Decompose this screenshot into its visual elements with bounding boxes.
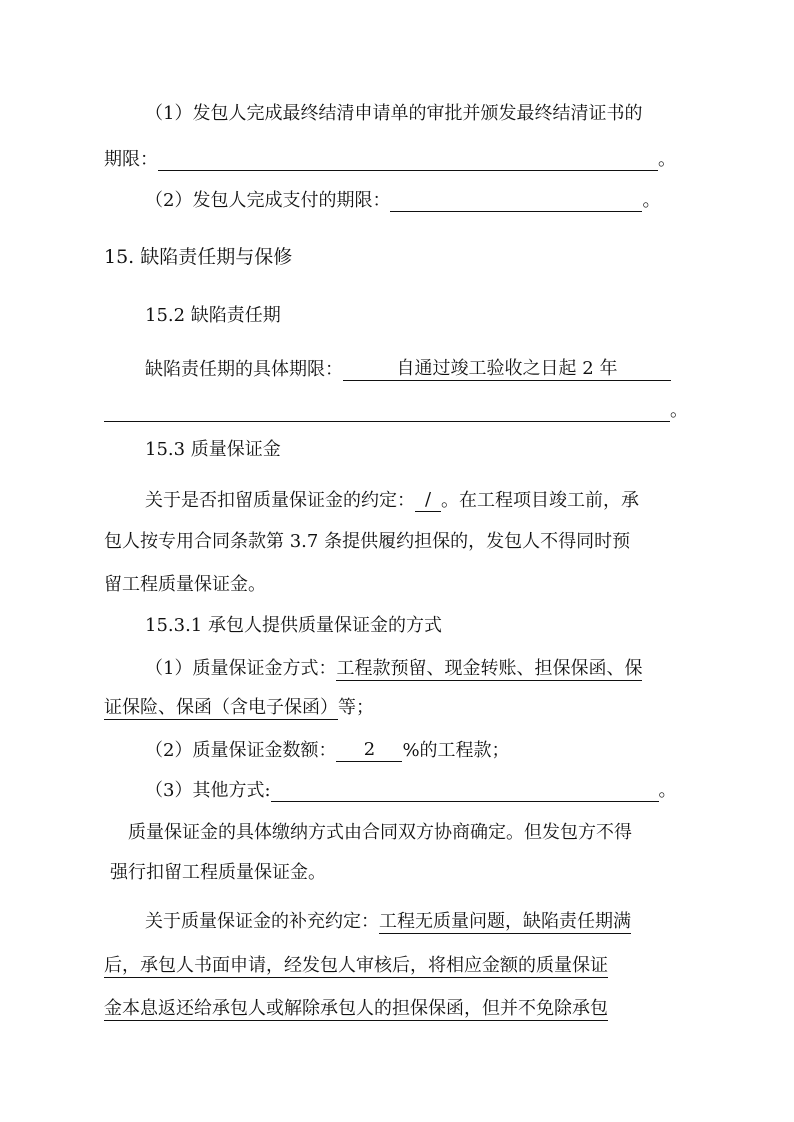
defect-period-continuation: 。 bbox=[104, 400, 688, 422]
clause-14-item-2: （2）发包人完成支付的期限： 。 bbox=[145, 190, 661, 211]
retention-agreement-line-2: 包人按专用合同条款第 3.7 条提供履约担保的，发包人不得同时预 bbox=[104, 531, 631, 552]
final-certificate-deadline-blank bbox=[158, 150, 658, 171]
section-15-3-title: 15.3 质量保证金 bbox=[145, 439, 281, 460]
supplementary-agreement-line-1: 关于质量保证金的补充约定：工程无质量问题，缺陷责任期满 bbox=[145, 911, 631, 932]
clause-14-item-1-line-2: 期限： 。 bbox=[104, 149, 676, 170]
retention-method-1-line-2: 证保险、保函（含电子保函）等； bbox=[104, 697, 374, 718]
supplementary-agreement-value-c: 金本息返还给承包人或解除承包人的担保保函，但并不免除承包 bbox=[104, 998, 608, 1019]
section-15-3-1-title: 15.3.1 承包人提供质量保证金的方式 bbox=[145, 615, 442, 636]
clause-14-item-1-line-1: （1）发包人完成最终结清申请单的审批并颁发最终结清证书的 bbox=[145, 103, 643, 124]
retention-amount-value: 2 bbox=[336, 739, 402, 762]
retention-agreement-value: / bbox=[415, 489, 441, 512]
retention-agreement-line-3: 留工程质量保证金。 bbox=[104, 574, 266, 595]
retention-agreement-line-1: 关于是否扣留质量保证金的约定： / 。在工程项目竣工前，承 bbox=[145, 489, 639, 511]
supplementary-agreement-value-a: 工程无质量问题，缺陷责任期满 bbox=[379, 911, 631, 932]
payment-deadline-blank bbox=[390, 191, 642, 212]
retention-method-2: （2）质量保证金数额： 2 %的工程款； bbox=[145, 739, 510, 761]
defect-period-extra-blank bbox=[104, 401, 670, 422]
defect-period-value: 自通过竣工验收之日起 2 年 bbox=[343, 358, 671, 381]
supplementary-agreement-line-3 bbox=[104, 998, 608, 1020]
retention-method-1-line-1: （1）质量保证金方式：工程款预留、现金转账、担保保函、保 bbox=[145, 658, 643, 679]
retention-method-3: （3）其他方式: 。 bbox=[145, 780, 677, 801]
retention-note-line-2: 强行扣留工程质量保证金。 bbox=[110, 862, 326, 883]
section-15-2-title: 15.2 缺陷责任期 bbox=[145, 305, 281, 326]
retention-method-1-value-b: 证保险、保函（含电子保函） bbox=[104, 697, 338, 718]
retention-method-1-value-a: 工程款预留、现金转账、担保保函、保 bbox=[336, 658, 643, 679]
supplementary-agreement-value-b: 后，承包人书面申请，经发包人审核后，将相应金额的质量保证 bbox=[104, 955, 608, 976]
retention-note-line-1: 质量保证金的具体缴纳方式由合同双方协商确定。但发包方不得 bbox=[128, 822, 632, 843]
defect-period-line: 缺陷责任期的具体期限： 自通过竣工验收之日起 2 年 bbox=[145, 358, 671, 381]
section-15-heading: 15. 缺陷责任期与保修 bbox=[104, 246, 293, 268]
supplementary-agreement-line-2 bbox=[104, 955, 608, 977]
other-method-blank bbox=[271, 781, 659, 802]
